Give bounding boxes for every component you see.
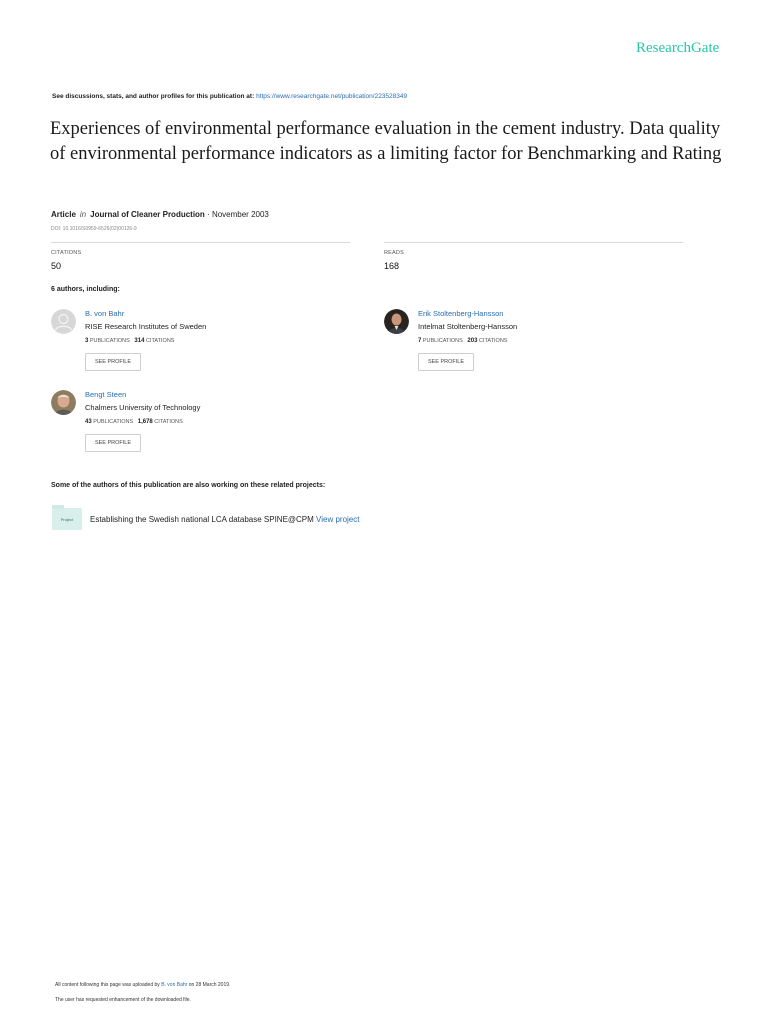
author-stats [418,338,507,344]
see-profile-button[interactable]: SEE PROFILE [85,434,141,452]
project-title: Establishing the Swedish national LCA database SPINE@CPM [90,515,317,524]
journal-name[interactable]: Journal of Cleaner Production [90,210,205,219]
upload-prefix: All content following this page was uploaded by [55,982,162,988]
citations-label: CITATIONS [154,419,183,425]
author-card [51,309,351,379]
see-profile-button[interactable]: SEE PROFILE [418,353,474,371]
author-name-link[interactable]: Erik Stoltenberg-Hansson [418,309,504,318]
citations-label: CITATIONS [478,338,508,344]
author-stats [85,419,183,425]
publications-label: PUBLICATIONS [422,338,463,344]
citations-label: CITATIONS [145,338,175,344]
reads-value: 168 [384,261,400,271]
project-entry [90,515,359,524]
author-institution: Intelmat Stoltenberg-Hansson [418,322,518,331]
authors-heading: 6 authors, including: [51,286,120,293]
citations-value: 50 [51,261,62,271]
citations-divider [51,242,350,243]
related-projects-heading: Some of the authors of this publication are also working on these related projects: [51,482,326,489]
discussion-prefix: See discussions, stats, and author profiles for this publication at: [52,93,257,100]
doi-text: DOI: 10.1016/S0959-6526(02)00126-9 [51,226,137,232]
citations-count: 314 [134,338,145,344]
placeholder-person-icon[interactable] [51,309,76,334]
author-stats [85,338,174,344]
author-name-link[interactable]: B. von Bahr [85,309,125,318]
upload-suffix: on 28 March 2019. [187,982,231,988]
in-label: in [79,210,87,219]
publications-label: PUBLICATIONS [93,419,134,425]
discussion-line [52,93,407,100]
author-name-link[interactable]: Bengt Steen [85,390,127,399]
author-photo-icon[interactable] [51,390,76,415]
publications-count: 3 [85,338,89,344]
upload-notice [55,982,230,988]
publication-date: · November 2003 [204,210,269,219]
citations-count: 1,678 [137,419,153,425]
author-institution: RISE Research Institutes of Sweden [85,322,207,331]
see-profile-button[interactable]: SEE PROFILE [85,353,141,371]
publications-count: 7 [418,338,422,344]
uploader-link[interactable]: B. von Bahr [161,982,188,988]
author-card [384,309,684,379]
publication-title: Experiences of environmental performance evaluation in the cement industry. Data quality of environmental performance indicators as a limiting factor for Benchmarking and Rating [50,119,722,164]
publications-label: PUBLICATIONS [89,338,130,344]
citations-count: 203 [467,338,478,344]
citations-label: CITATIONS [51,250,82,256]
author-card [51,390,351,460]
view-project-link[interactable]: View project [316,515,360,524]
researchgate-logo[interactable]: ResearchGate [636,40,720,56]
project-icon-label: Project [60,516,74,522]
author-photo-icon[interactable] [384,309,409,334]
project-folder-icon [52,508,82,530]
article-type: Article [51,210,76,219]
enhancement-notice: The user has requested enhancement of the downloaded file. [55,997,191,1003]
publication-url-link[interactable]: https://www.researchgate.net/publication/223528349 [256,93,408,100]
publication-meta [51,210,269,219]
author-institution: Chalmers University of Technology [85,403,201,412]
publications-count: 43 [85,419,92,425]
reads-label: READS [384,250,404,256]
reads-divider [384,242,683,243]
